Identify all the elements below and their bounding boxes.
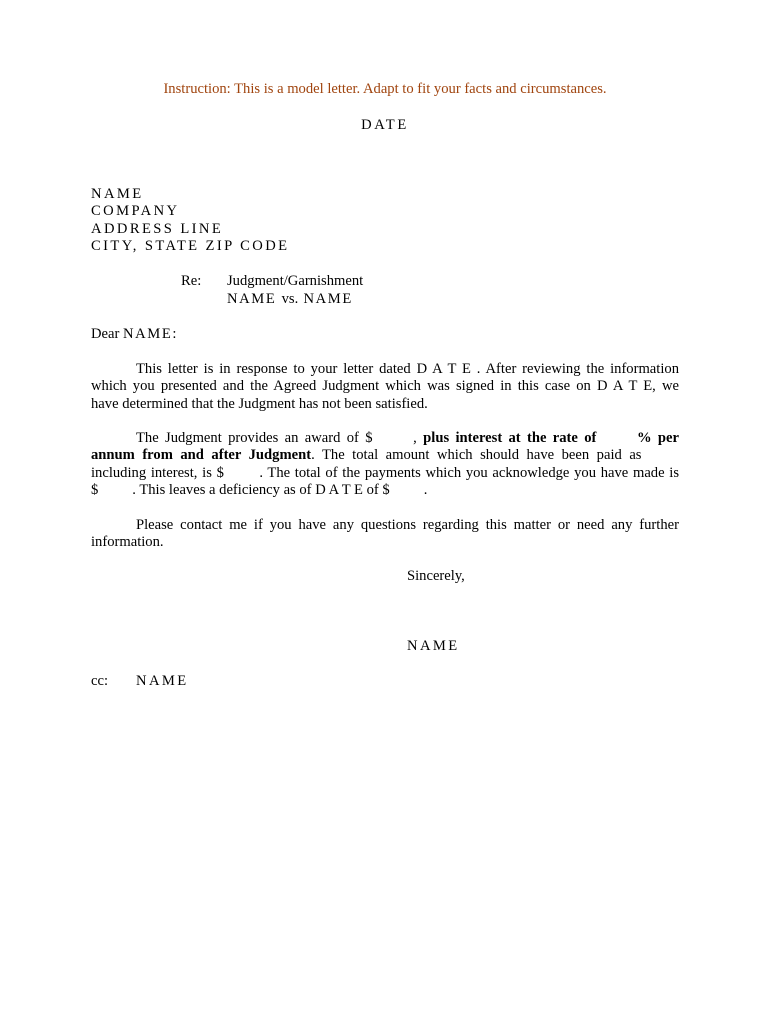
re-vs: vs. [281,291,299,307]
salutation-name: NAME [123,326,173,342]
re-subject: Judgment/Garnishment [227,273,364,289]
para1-date-1: D A T E . [416,361,481,377]
re-party-a: NAME [227,291,277,307]
instruction-note: Instruction: This is a model letter. Adapt to fit your facts and circumstances. [163,81,607,97]
cc-name: NAME [136,673,189,689]
para2-line4: $ . This leaves a deficiency as of D A T E of $ . [91,482,428,499]
para1-line1: This letter is in response to your letter dated D A T E . After reviewing the information [136,361,679,377]
para2-line3: including interest, is $ . The total of the payments which you acknowledge you have made is [91,464,680,481]
re-party-b: NAME [303,291,353,307]
closing: Sincerely, [407,568,465,584]
paragraph-response [91,361,679,413]
salutation [91,326,176,343]
recipient-company: COMPANY [91,203,180,219]
paragraph-contact [91,517,679,552]
signer-name: NAME [407,638,460,654]
cc-label: cc: [91,673,109,689]
para3-line1: Please contact me if you have any questions regarding this matter or need any further [136,517,679,533]
salutation-prefix: Dear [91,326,120,342]
para1-date-2: D A T E [596,378,653,395]
re-label: Re: [181,273,202,289]
recipient-address-line: ADDRESS LINE [91,221,224,237]
date-heading: DATE [361,117,409,133]
para1-line2: which you presented and the Agreed Judgment which was signed in this case on D A T E, we [91,378,679,395]
re-parties [227,291,353,308]
para3-line2: information. [91,534,164,551]
salutation-colon: : [172,326,177,342]
recipient-city-state-zip: CITY, STATE ZIP CODE [91,238,290,254]
recipient-name: NAME [91,186,144,202]
para2-line2: annum from and after Judgment. The total amount which should have been paid as [91,447,642,464]
para2-date: D A T E [315,482,363,499]
para2-line1: The Judgment provides an award of $ , plus interest at the rate of % per [136,430,680,446]
para1-line3: have determined that the Judgment has not been satisfied. [91,395,428,412]
paragraph-judgment [91,430,679,500]
